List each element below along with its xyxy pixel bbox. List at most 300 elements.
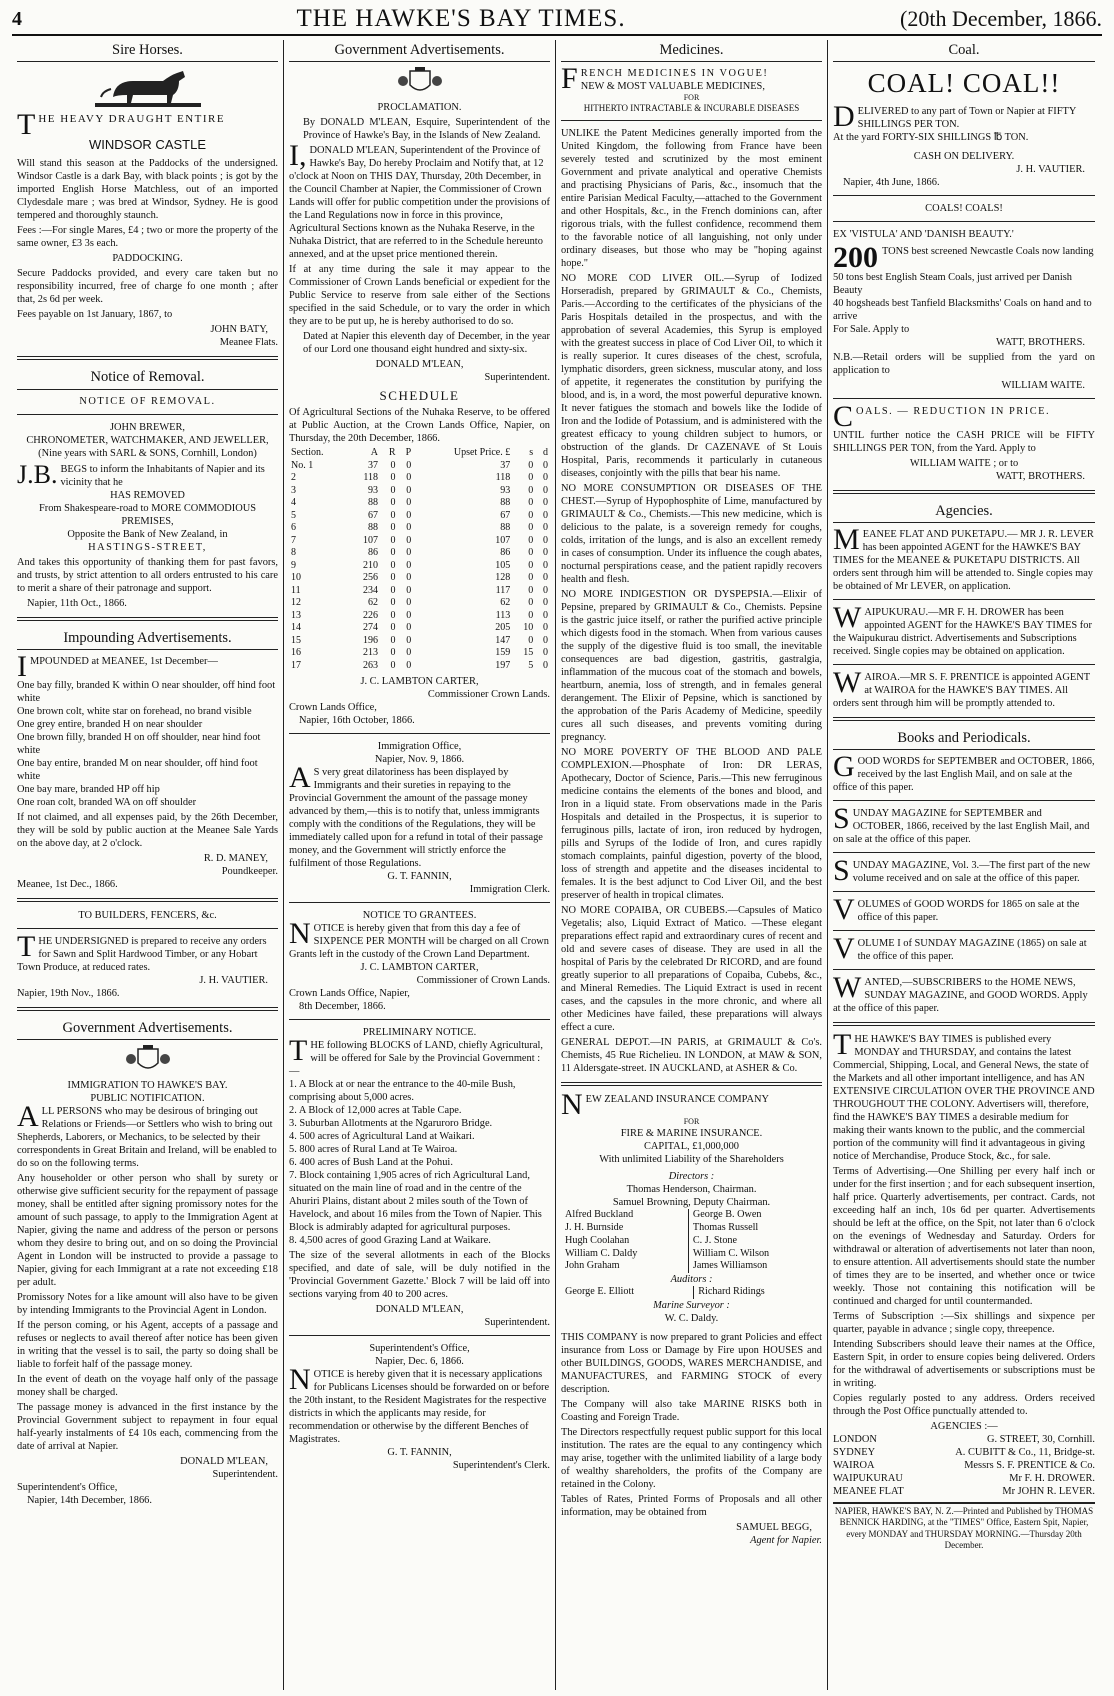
dropcap: D (833, 99, 855, 133)
removal-thanks: And takes this opportunity of thanking them for past favors, and trusts, by strict attention to all orders entrusted to his care to merit a share of their patronage and support. (17, 556, 278, 594)
table-cell: 0 (390, 522, 396, 534)
table-cell: No. 1 (291, 459, 314, 471)
signature: DONALD M'LEAN, (375, 359, 464, 371)
table-cell: 0 (390, 622, 396, 634)
list-item (833, 1433, 1095, 1446)
coal-p1: ELIVERED to any part of Town or Napier at FIFTY SHILLINGS PER TON. (857, 105, 1076, 130)
ins-surveyor: W. C. Daldy. (664, 1312, 719, 1324)
table-row (561, 1209, 822, 1222)
signature: SAMUEL BEGG, (736, 1521, 812, 1533)
med-title: RENCH MEDICINES IN VOGUE! (580, 68, 769, 80)
book-notice (833, 750, 1095, 794)
table-cell: 0 (406, 572, 412, 584)
table-row (561, 1235, 822, 1248)
ins-chair: Thomas Henderson, Chairman. (626, 1184, 757, 1196)
times-p3: Terms of Subscription :—Six shillings and sixpence per quarter, payable in advance ; single copy, threepence. (833, 1311, 1095, 1336)
column-header: Upset Price. £ (453, 447, 511, 459)
impound-item: One bay filly, branded K within O near shoulder, off hind foot white (17, 679, 276, 704)
divider (833, 930, 1095, 931)
med-p3: NO MORE CONSUMPTION OR DISEASES OF THE CHEST.—Syrup of Hypophosphite of Lime, manufactured by GRIMAULT & Co., Chemists.—This new medicine, which is delicious to the palate, is a sovereign remedy for coughs, colds, irritation of the lungs, and is also an excellent remedy in cases of consumption. Under its influence the cough abates, nocturnal perspirations cease, and the patient rapidly recovers health and flesh. (561, 483, 822, 586)
agency-body: AIROA.—MR S. F. PRENTICE is appointed AGENT at WAIROA for the HAWKE'S BAY TIMES. All orders sent through him will be promptly attended to. (833, 672, 1090, 709)
med-sub2: HITHERTO INTRACTABLE & INCURABLE DISEASES (583, 103, 800, 114)
table-cell: 0 (528, 584, 534, 596)
immig-body-line (289, 761, 550, 870)
lic-body: OTICE is hereby given that it is necessary applications for Publicans Licenses should be forwarded on or before the 20th instant, to the Resident Magistrates for the respective districts in which the applicants may reside, for recommendation or otherwise by the different Benches of Magistrates. (289, 1369, 550, 1446)
agency-body: AIPUKURAU.—MR F. H. DROWER has been appointed AGENT for the HAWKE'S BAY TIMES for the Waipukurau district. Advertisements and Subscriptions received. Single copies may be obtained on application. (833, 607, 1092, 657)
role: Superintendent's Clerk. (452, 1460, 550, 1472)
table-cell: 11 (291, 584, 301, 596)
table-cell: 0 (406, 584, 412, 596)
divider (833, 398, 1095, 399)
sire-title: HE HEAVY DRAUGHT ENTIRE (38, 113, 226, 126)
book-body: UNDAY MAGAZINE, Vol. 3.—The first part of the new volume received and on sale at the office of this paper. (852, 860, 1091, 885)
table-cell: 0 (390, 547, 396, 559)
table-cell: 0 (543, 559, 548, 571)
coals3-title: OALS. — REDUCTION IN PRICE. (856, 405, 1051, 417)
table-row (289, 535, 550, 548)
paddocking-heading: PADDOCKING. (112, 253, 183, 265)
table-row (561, 1222, 822, 1235)
coal-cash: CASH ON DELIVERY. (913, 150, 1015, 162)
dropcap: F (561, 62, 578, 96)
dropcap: W (833, 971, 862, 1005)
table-cell: 0 (406, 497, 412, 509)
table-cell: 0 (543, 509, 548, 521)
table-cell: 88 (368, 522, 379, 534)
signature: DONALD M'LEAN, (180, 1455, 268, 1467)
auditor: George E. Elliott (565, 1286, 635, 1298)
agencies-title: AGENCIES :— (930, 1421, 998, 1433)
removal-street: HASTINGS-STREET, (88, 541, 207, 553)
table-cell: 0 (390, 472, 396, 484)
section-heading-impounding: Impounding Advertisements. (17, 628, 278, 650)
sire-fees: Fees :—For single Mares, £4 ; two or more the property of the same owner, £3 3s each. (17, 225, 278, 250)
table-cell: 118 (363, 472, 379, 484)
book-body: OLUMES of GOOD WORDS for 1865 on sale at the office of this paper. (857, 899, 1080, 924)
table-cell: 10 (523, 622, 534, 634)
table-cell: 0 (543, 622, 548, 634)
coals2-l1: TONS best screened Newcastle Coals now landing (882, 245, 1094, 257)
divider (17, 1007, 278, 1011)
directors-table (561, 1209, 822, 1273)
table-cell: 0 (528, 459, 534, 471)
book-notice (833, 802, 1095, 846)
director: William C. Daldy (565, 1247, 638, 1259)
table-cell: 0 (406, 597, 412, 609)
table-cell: 0 (390, 534, 396, 546)
med-p5: NO MORE POVERTY OF THE BLOOD AND PALE COMPLEXION.—Phosphate of Iron: DR LERAS, Apothecary, Doctor of Science, Paris.—This new ferruginous medicine contains the elements of the bones and blood, and Iron in a liquid state. From observations made in the Paris Hospitals and detailed in the Prospectus, it is superior to ferruginous pills, lactate of iron, iron reduced by hydrogen, pills and Syrups of the Iodide of Iron, and cures rapidly stomach complaints, painful digestion, poverty of the blood, loss of strength and appetite and the diseases incidental to females. It is the best adjunct to Cod Liver Oil, and the best preserver of health in tropical climates. (561, 747, 822, 902)
ins-p1: THIS COMPANY is now prepared to grant Policies and effect insurance from Loss or Damage by Fire upon HOUSES and other BUILDINGS, GOODS, WARES MERCHANDISE, and MANUFACTURES, and FARMING STOCK of every description. (561, 1331, 822, 1395)
table-cell: 196 (363, 634, 379, 646)
sire-name: WINDSOR CASTLE (88, 137, 206, 153)
table-cell: 0 (390, 597, 396, 609)
ins-auditors-label: Auditors : (670, 1274, 713, 1286)
list-item: 3. Suburban Allotments at the Ngaruroro Bridge. (289, 1118, 493, 1130)
times-p5: Copies regularly posted to any address. Orders received through the Post Office punctually attended to. (833, 1393, 1095, 1418)
table-cell: 226 (363, 609, 379, 621)
impound-list (17, 679, 278, 809)
dropcap: N (289, 1363, 311, 1397)
signature: J. H. VAUTIER. (199, 974, 268, 986)
column-3 (556, 40, 828, 1690)
divider (289, 1335, 550, 1336)
med-p2: NO MORE COD LIVER OIL.—Syrup of Iodized Horseradish, prepared by GRIMAULT & Co., Chemists, Paris.—According to the certificates of the physicians of the Paris Hospitals detailed in the prospectus, and with the approbation of several Academies, this Syrup is employed with the greatest success in place of Cod Liver Oil, to which it is really superior. It cures diseases of the chest, scrofula, lymphatic disorders, green sickness, muscular atony, and loss of appetite, it regenerates the constitution by purifying the blood, and is, in a word, the most powerful depurative known. It never fatigues the stomach and bowels like the Iodide of Iron and the Iodide of Potassium, and is administered with the greatest efficacy to young children subject to humors, or obstruction of the glands. Dr CAZENAVE of St Louis Hospital, Paris, recommends it particularly in cutaneous diseases, conjointly with the pills that bear his name. (561, 273, 822, 480)
table-cell: 0 (543, 647, 548, 659)
table-cell: 0 (390, 459, 396, 471)
book-notice (833, 893, 1095, 927)
page-number: 4 (12, 7, 22, 30)
signature: WILLIAM WAITE. (1001, 379, 1085, 391)
prelim-body: The size of the several allotments in each of the Blocks specified, and date of sale, will be duly notified in the 'Provincial Government Gazette.' Block 7 will be laid off into sections varying from 40 to 200 acres. (289, 1250, 550, 1301)
signature: J. C. LAMBTON CARTER, (360, 962, 479, 974)
impound-notice: If not claimed, and all expenses paid, by the 26th December, they will be sold by public auction at the Meanee Sale Yards on the above day, at 2 o'clock. (17, 811, 278, 849)
times-p1: HE HAWKE'S BAY TIMES is published every MONDAY and THURSDAY, and contains the latest Commercial, Shipping, Local, and General News, the state of the Markets and all other important intelligence, and has AN EXTENSIVE CIRCULATION OVER THE PROVINCE AND THROUGHOUT THE COLONY. Advertisers will, therefore, find the HAWKE'S BAY TIMES a desirable medium for making their wants known to the public, and the commercial portion of the community will find it advantageous in giving notice of Merchandise, Produce Stock, &c., for sale. (833, 1034, 1095, 1163)
director: William C. Wilson (688, 1248, 822, 1261)
table-cell: 0 (390, 609, 396, 621)
impound-item: One brown colt, white star on forehead, no brand visible (17, 705, 252, 717)
table-cell: 93 (500, 484, 511, 496)
role: Superintendent. (212, 1468, 278, 1480)
column-header: s (529, 447, 534, 459)
list-item: 7. Block containing 1,905 acres of rich Agricultural Land, situated on the main line of road and in the centre of the Ahuriri Plains, distant about 2 miles south of the Town of Havelock, and about 16 miles from the Town of Napier. This Block is admirably adapted for agricultural purposes. (289, 1170, 542, 1234)
dropcap: M (833, 523, 860, 556)
table-cell: 62 (500, 597, 511, 609)
med-p4: NO MORE INDIGESTION OR DYSPEPSIA.—Elixir of Pepsine, prepared by GRIMAULT & Co., Chemists. Pepsine is the gastric juice itself, or rather the purified active principle which digests food in the stomach. When from various causes the supply of the digestive fluid is too small, the inevitable consequences are bad digestion, gastritis, gastralgia, inflammation of the mucous coat of the stomach and bowels, heartburn, anemia, loss of strength, and in females general derangement. The Elixir of Pepsine, which is sanctioned by the approbation of the Paris Academy of Medicine, speedily cures all such diseases, and prevents vomiting during pregnancy. (561, 589, 822, 744)
list-item (833, 1446, 1095, 1459)
removal-title: NOTICE OF REMOVAL. (79, 395, 216, 407)
divider (833, 599, 1095, 600)
table-cell: 159 (495, 647, 511, 659)
signature: JOHN BATY, (210, 324, 268, 336)
role: Commissioner of Crown Lands. (416, 975, 550, 987)
table-row (289, 497, 550, 510)
table-cell: 15 (523, 647, 534, 659)
director: John Graham (565, 1260, 620, 1272)
dropcap: T (17, 108, 36, 142)
section-heading-removal: Notice of Removal. (17, 367, 278, 389)
med-p1: UNLIKE the Patent Medicines generally imported from the United Kingdom, the following from France have been severely tested and scrutinized by the most eminent Government and private analytical and operative Chemists and practising Physicians of Paris, &c., insomuch that the entire Parisian Medical Faculty,—attached to the Government and other Hospitals, &c., in the French dominions can, after rigorous trials, with the fullest confidence, recommend them to the favorable notice of all languishing, not only under ordinary diseases, but those who may be "hoping against hope." (561, 128, 822, 270)
date: Napier, 14th December, 1866. (27, 1494, 152, 1506)
dropcap: S (833, 802, 850, 836)
office: Crown Lands Office, (289, 702, 377, 714)
table-cell: 118 (495, 472, 511, 484)
table-cell: 6 (291, 522, 296, 534)
column-header: R (388, 447, 396, 459)
table-cell: 16 (291, 647, 301, 659)
imprint: NAPIER, HAWKE'S BAY, N. Z.—Printed and Published by THOMAS BENNICK HARDING, at the "TIMES" Office, Eastern Spit, Napier, every MONDAY and THURSDAY MORNING.—Thursday 20th December. (833, 1502, 1095, 1551)
issue-date: (20th December, 1866. (900, 6, 1102, 31)
list-item: 5. 800 acres of Rural Land at Te Wairoa. (289, 1144, 458, 1156)
agency-agent: Mr F. H. DROWER. (1009, 1473, 1095, 1485)
impound-item: One roan colt, branded WA on off shoulder (17, 796, 197, 808)
table-row (289, 560, 550, 573)
coat-of-arms-icon (395, 67, 445, 97)
immig-p1: LL PERSONS who may be desirous of bringing out Relations or Friends—or Settlers who wish to bring out Shepherds, Laborers, or Mechanics, to be selected by their correspondents in Great Britain and Ireland, will be enabled to do so on the following terms. (17, 1105, 277, 1169)
paddocking-body: Secure Paddocks provided, and every care taken but no responsibility incurred, free of charge fo one month ; after that, 2s 6d per week. (17, 268, 278, 306)
table-cell: 0 (543, 597, 548, 609)
list-item: 2. A Block of 12,000 acres at Table Cape. (289, 1105, 462, 1117)
office: Crown Lands Office, Napier, (289, 988, 410, 1000)
schedule-table (289, 447, 550, 672)
director: Hugh Coolahan (565, 1234, 630, 1246)
signature: WILLIAM WAITE ; or to (909, 457, 1019, 469)
table-cell: 2 (291, 472, 296, 484)
agency-agent: Messrs S. F. PRENTICE & Co. (964, 1460, 1095, 1472)
immig-p4: If the person coming, or his Agent, accepts of a passage and refuses or neglects to avail thereof after notice has been given in writing that the vessel is to sail, the party so doing shall be liable to forfeit half of the passage money. (17, 1319, 278, 1370)
agency-place: MEANEE FLAT (833, 1486, 904, 1498)
section-heading-government: Government Advertisements. (17, 1018, 278, 1040)
table-cell: 0 (390, 634, 396, 646)
table-row (289, 460, 550, 473)
ins-p4: Tables of Rates, Printed Forms of Proposals and all other information, may be obtained from (561, 1493, 822, 1518)
impound-item: One bay mare, branded HP off hip (17, 783, 160, 795)
table-cell: 0 (528, 509, 534, 521)
table-cell: 0 (406, 472, 412, 484)
table-cell: 17 (291, 659, 301, 671)
table-cell: 86 (500, 547, 511, 559)
table-cell: 0 (543, 459, 548, 471)
office: Immigration Office, (377, 741, 462, 753)
signature: J. C. LAMBTON CARTER, (360, 676, 479, 688)
proclamation-body: DONALD M'LEAN, Superintendent of the Province of Hawke's Bay, Do hereby Proclaim and Notify that, at 12 o'clock at Noon on THIS DAY, Thursday, 20th December, in the Council Chamber at Napier, the Commissioner of Crown Lands will offer for public competition under the provisions of the Land Regulations now in force in this province, Agricultural Sections known as the Nuhaka Reserve, in the Nuhaka District, that are referred to in the Schedule hereunto annexed, and at the upset price mentioned therein. (289, 145, 550, 261)
table-cell: 5 (291, 509, 296, 521)
book-body: OOD WORDS for SEPTEMBER and OCTOBER, 1866, received by the last English Mail, and on sale at the office of this paper. (833, 756, 1095, 794)
coals2-title: COALS! COALS! (925, 202, 1003, 214)
dropcap: A (289, 761, 311, 795)
signature: WATT, BROTHERS. (996, 470, 1085, 482)
agency-agent: G. STREET, 30, Cornhill. (986, 1434, 1095, 1446)
table-cell: 0 (528, 484, 534, 496)
coal-banner: COAL! COAL!! (867, 68, 1061, 99)
role: Immigration Clerk. (469, 884, 550, 896)
list-item: 8. 4,500 acres of good Grazing Land at Waikare. (289, 1235, 491, 1247)
book-notice (833, 971, 1095, 1015)
table-cell: 0 (543, 584, 548, 596)
table-cell: 86 (368, 547, 379, 559)
removal-from: From Shakespeare-road to MORE COMMODIOUS PREMISES, (38, 502, 257, 527)
impound-item: One grey entire, branded H on near shoulder (17, 718, 203, 730)
coals3-title-line (833, 399, 1095, 433)
book-body: ANTED,—SUBSCRIBERS to the HOME NEWS, SUNDAY MAGAZINE, and GOOD WORDS. Apply at the office of this paper. (833, 977, 1088, 1015)
coal-p1-line (833, 99, 1095, 133)
role: Superintendent. (484, 372, 550, 384)
table-cell: 0 (528, 609, 534, 621)
role: Superintendent. (484, 1317, 550, 1329)
agency-wairoa (833, 666, 1095, 710)
divider (17, 414, 278, 415)
office: Superintendent's Office, (369, 1343, 470, 1355)
divider (833, 891, 1095, 892)
book-body: UNDAY MAGAZINE for SEPTEMBER and OCTOBER, 1866, received by the last English Mail, and on sale at the office of this paper. (833, 808, 1090, 846)
proclamation-title: PROCLAMATION. (377, 102, 462, 114)
table-cell: 117 (495, 584, 511, 596)
table-cell: 0 (406, 647, 412, 659)
table-row (289, 572, 550, 585)
agency-waipukurau (833, 601, 1095, 658)
office: Superintendent's Office, (17, 1481, 118, 1493)
table-cell: 37 (368, 459, 379, 471)
table-cell: 0 (390, 484, 396, 496)
signature: G. T. FANNIN, (387, 871, 452, 883)
dropcap: G (833, 750, 855, 784)
table-cell: 0 (543, 472, 548, 484)
column-header: d (543, 447, 548, 459)
table-row (289, 522, 550, 535)
divider (833, 969, 1095, 970)
immig-body: S very great dilatoriness has been displayed by Immigrants and their sureties in repaying to the Provincial Government the amount of the passage money advanced by them,—this is to notify that, unless immigrants comply with the conditions of the Regulations, they will be immediately called upon for a refund in total of their passage money, and the Government will strictly enforce the fulfilment of those Regulations. (289, 767, 543, 870)
director: Thomas Russell (688, 1222, 822, 1235)
table-cell: 0 (406, 534, 412, 546)
date: Napier, 4th June, 1866. (843, 176, 940, 188)
table-cell: 88 (368, 497, 379, 509)
ins-capital: CAPITAL, £1,000,000 (644, 1141, 739, 1153)
table-cell: 234 (363, 584, 379, 596)
divider (17, 356, 278, 360)
book-notice (833, 854, 1095, 888)
removal-name: JOHN BREWER, (109, 421, 186, 433)
dropcap: I (17, 649, 27, 683)
builders-date: Napier, 19th Nov., 1866. (17, 987, 120, 999)
ins-sub: FIRE & MARINE INSURANCE. (620, 1128, 763, 1140)
section-heading-government: Government Advertisements. (289, 40, 550, 62)
table-cell: 105 (495, 559, 511, 571)
removal-opposite: Opposite the Bank of New Zealand, in (67, 528, 228, 540)
table-cell: 0 (406, 634, 412, 646)
director: J. H. Burnside (565, 1222, 624, 1234)
table-cell: 7 (291, 534, 296, 546)
table-cell: 88 (500, 497, 511, 509)
dropcap: W (833, 601, 862, 634)
dropcap: T (833, 1028, 852, 1062)
agencies-list (833, 1433, 1095, 1498)
section-heading-agencies: Agencies. (833, 501, 1095, 523)
ins-marine-label: Marine Surveyor : (653, 1299, 730, 1311)
horse-icon (93, 67, 203, 109)
proclamation-body-2: If at any time during the sale it may appear to the Commissioner of Crown Lands beneficial or expedient for the Public Service to reserve from sale either of the Sections specified in the said Schedule, or to vary the order in which they are to be put up, he is hereby authorised to do so. (289, 264, 550, 328)
coal-p2: At the yard FORTY-SIX SHILLINGS ℔ TON. (833, 131, 1029, 143)
times-notice (833, 1028, 1095, 1163)
table-cell: 0 (528, 597, 534, 609)
list-item (833, 1472, 1095, 1485)
schedule-desc: Of Agricultural Sections of the Nuhaka Reserve, to be offered at Public Auction, at the Crown Lands Office, Napier, on Thursday, the 20th December, 1866. (289, 407, 550, 445)
table-cell: 4 (291, 497, 296, 509)
dropcap: A (17, 1099, 39, 1133)
public-notification: PUBLIC NOTIFICATION. (90, 1092, 205, 1104)
date: Napier, 16th October, 1866. (299, 715, 415, 727)
ins-liability: With unlimited Liability of the Shareholders (599, 1154, 784, 1166)
auditor: Richard Ridings (694, 1286, 822, 1299)
table-cell: 8 (291, 547, 296, 559)
section-heading-medicines: Medicines. (561, 40, 822, 62)
table-cell: 0 (528, 547, 534, 559)
table-cell: 0 (528, 634, 534, 646)
removal-years: (Nine years with SARL & SONS, Cornhill, London) (38, 447, 257, 459)
agency-place: SYDNEY (833, 1447, 876, 1459)
agency-place: WAIROA (833, 1460, 875, 1472)
table-cell: 0 (406, 522, 412, 534)
prelim-intro: HE following BLOCKS of LAND, chiefly Agricultural, will be offered for Sale by the Provincial Government :— (289, 1040, 543, 1078)
list-item: 6. 400 acres of Bush Land at the Pohui. (289, 1157, 453, 1169)
director: James Williamson (688, 1260, 822, 1273)
table-row (561, 1286, 822, 1299)
table-cell: 0 (390, 497, 396, 509)
table-cell: 0 (543, 659, 548, 671)
table-cell: 3 (291, 484, 296, 496)
table-cell: 0 (390, 647, 396, 659)
table-cell: 0 (543, 497, 548, 509)
dropcap: V (833, 893, 855, 927)
agency-agent: A. CUBITT & Co., 11, Bridge-st. (955, 1447, 1095, 1459)
column-header: A (370, 447, 379, 459)
list-item (833, 1459, 1095, 1472)
divider (289, 733, 550, 734)
divider (833, 852, 1095, 853)
lic-body-line (289, 1363, 550, 1446)
builders-body-line (17, 929, 278, 974)
table-cell: 0 (390, 572, 396, 584)
med-p7: GENERAL DEPOT.—IN PARIS, at GRIMAULT & Co's. Chemists, 45 Rue Richelieu. IN LONDON, at MAW & SON, 11 Aldersgate-street. IN AUCKLAND, at ASHER & Co. (561, 1037, 822, 1075)
table-cell: 0 (406, 609, 412, 621)
table-cell: 128 (495, 572, 511, 584)
table-row (289, 510, 550, 523)
table-cell: 14 (291, 622, 301, 634)
list-item: 4. 500 acres of Agricultural Land at Waikari. (289, 1131, 475, 1143)
table-cell: 67 (500, 509, 511, 521)
table-cell: 88 (500, 522, 511, 534)
table-cell: 0 (406, 659, 412, 671)
dropcap: S (833, 854, 850, 888)
schedule-rows (289, 460, 550, 673)
divider (833, 664, 1095, 665)
table-row (289, 610, 550, 623)
table-cell: 0 (528, 522, 534, 534)
sire-body: Will stand this season at the Paddocks of the undersigned. Windsor Castle is a dark Bay, with black points ; is got by the imported English Horse Matchless, out of an imported Clydesdale mare ; was bred at Windsor, Sydney. He is good tempered and thoroughly staunch. (17, 158, 278, 222)
directors-rows (561, 1209, 822, 1273)
table-cell: 213 (363, 647, 379, 659)
list-item (833, 1485, 1095, 1498)
prelim-intro-line (289, 1034, 550, 1078)
immig-p3: Promissory Notes for a like amount will also have to be given by intending Immigrants to the Provincial Agent in London. (17, 1291, 278, 1316)
divider (561, 1082, 822, 1086)
table-cell: 62 (368, 597, 379, 609)
role: Commissioner Crown Lands. (427, 689, 550, 701)
column-header: Section. (291, 447, 324, 459)
table-row (289, 622, 550, 635)
table-cell: 0 (406, 559, 412, 571)
table-cell: 0 (390, 559, 396, 571)
director: George B. Owen (688, 1209, 822, 1222)
impound-intro: MPOUNDED at MEANEE, 1st December— (30, 655, 218, 667)
table-cell: 0 (406, 547, 412, 559)
book-body: OLUME I of SUNDAY MAGAZINE (1865) on sale at the office of this paper. (857, 938, 1087, 963)
builders-heading: TO BUILDERS, FENCERS, &c. (78, 909, 217, 921)
coat-of-arms-icon (123, 1045, 173, 1075)
dropcap: I, (289, 139, 307, 173)
ins-p3: The Directors respectfully request public support for this local institution. The rates are the equal to any contingency which may arise, together with the unlimited liability of a large body of wealthy shareholders, the profits of the Company are retained in the Colony. (561, 1426, 822, 1490)
removal-date: Napier, 11th Oct., 1866. (27, 597, 127, 609)
table-cell: 256 (363, 572, 379, 584)
schedule-title: SCHEDULE (379, 388, 460, 404)
table-row (289, 647, 550, 660)
table-row (289, 485, 550, 498)
agency-agent: Mr JOHN R. LEVER. (1002, 1486, 1095, 1498)
section-heading-books: Books and Periodicals. (833, 728, 1095, 750)
proclamation-by: By DONALD M'LEAN, Esquire, Superintendent of the Province of Hawke's Bay, in the Islands of New Zealand. (303, 117, 550, 142)
impound-intro-line (17, 649, 278, 683)
removal-trades: CHRONOMETER, WATCHMAKER, AND JEWELLER, (26, 434, 269, 446)
dropcap: W (833, 666, 862, 699)
column-header: P (405, 447, 412, 459)
